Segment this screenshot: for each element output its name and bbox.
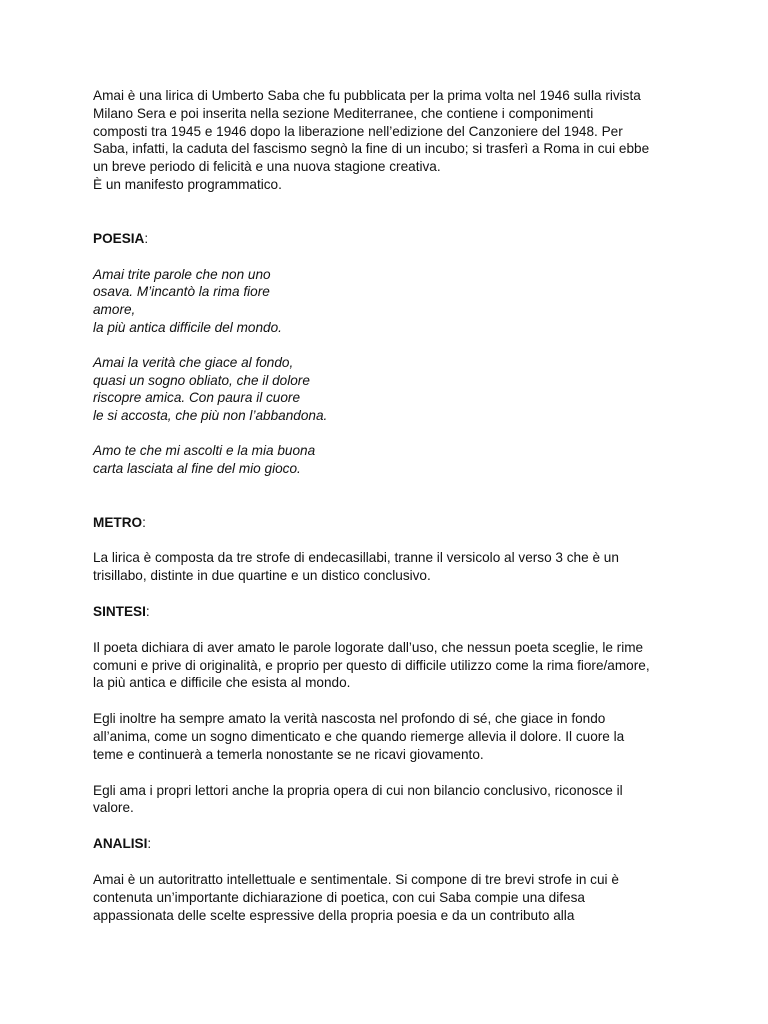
sintesi-paragraph-2: Egli inoltre ha sempre amato la verità nascosta nel profondo di sé, che giace in fondo all’anima, come un sogno dimenticato e che quando riemerge allevia il dolore. Il cuore la teme e continuerà a temerla nonostante se ne ricavi giovamento. <box>93 711 625 762</box>
poem-stanza-1: Amai trite parole che non uno osava. M’incantò la rima fiore amore, la più antica difficile del mondo. <box>93 266 282 335</box>
poem-stanza-2: Amai la verità che giace al fondo, quasi un sogno obliato, che il dolore riscopre amica. Con paura il cuore le si accosta, che più non l’abbandona. <box>93 354 328 424</box>
metro-heading-line <box>93 514 693 532</box>
sintesi-heading-line <box>93 603 693 621</box>
poem-stanza-3: Amo te che mi ascolti e la mia buona carta lasciata al fine del mio gioco. <box>93 442 316 476</box>
poesia-heading: POESIA <box>93 230 145 246</box>
heading-colon: : <box>145 603 150 619</box>
metro-heading: METRO <box>93 514 143 530</box>
sintesi-heading: SINTESI <box>93 603 146 619</box>
analisi-paragraph-1: Amai è un autoritratto intellettuale e sentimentale. Si compone di tre brevi strofe in cui è contenuta un’importante dichiarazione di poetica, con cui Saba compie una difesa appassionata delle scelte espressive della propria poesia e da un contributo alla <box>93 871 619 923</box>
heading-colon: : <box>144 230 149 246</box>
sintesi-paragraph-1: Il poeta dichiara di aver amato le parole logorate dall’uso, che nessun poeta sceglie, le rime comuni e prive di originalità, e proprio per questo di difficile utilizzo come la rima fiore/amore, la più antica e difficile che esista al mondo. <box>93 639 650 691</box>
heading-colon: : <box>147 836 152 852</box>
sintesi-paragraph-3: Egli ama i propri lettori anche la propria opera di cui non bilancio conclusivo, riconosce il valore. <box>93 782 623 816</box>
heading-colon: : <box>142 514 146 530</box>
poesia-heading-line <box>93 230 693 248</box>
intro-paragraph: Amai è una lirica di Umberto Saba che fu pubblicata per la prima volta nel 1946 sulla rivista Milano Sera e poi inserita nella sezione Mediterranee, che contiene i componimenti composti tra 1945 e 1946 dopo la liberazione nell’edizione del Canzoniere del 1948. Per Saba, infatti, la caduta del fascismo segnò la fine di un incubo; si trasferì a Roma in cui ebbe un breve periodo di felicità e una nuova stagione creativa. È un manifesto programmatico. <box>93 88 650 192</box>
metro-paragraph: La lirica è composta da tre strofe di endecasillabi, tranne il versicolo al verso 3 che è un trisillabo, distinte in due quartine e un distico conclusivo. <box>93 550 619 584</box>
document-page <box>93 87 693 924</box>
analisi-heading-line <box>93 835 693 853</box>
analisi-heading: ANALISI <box>93 836 148 852</box>
